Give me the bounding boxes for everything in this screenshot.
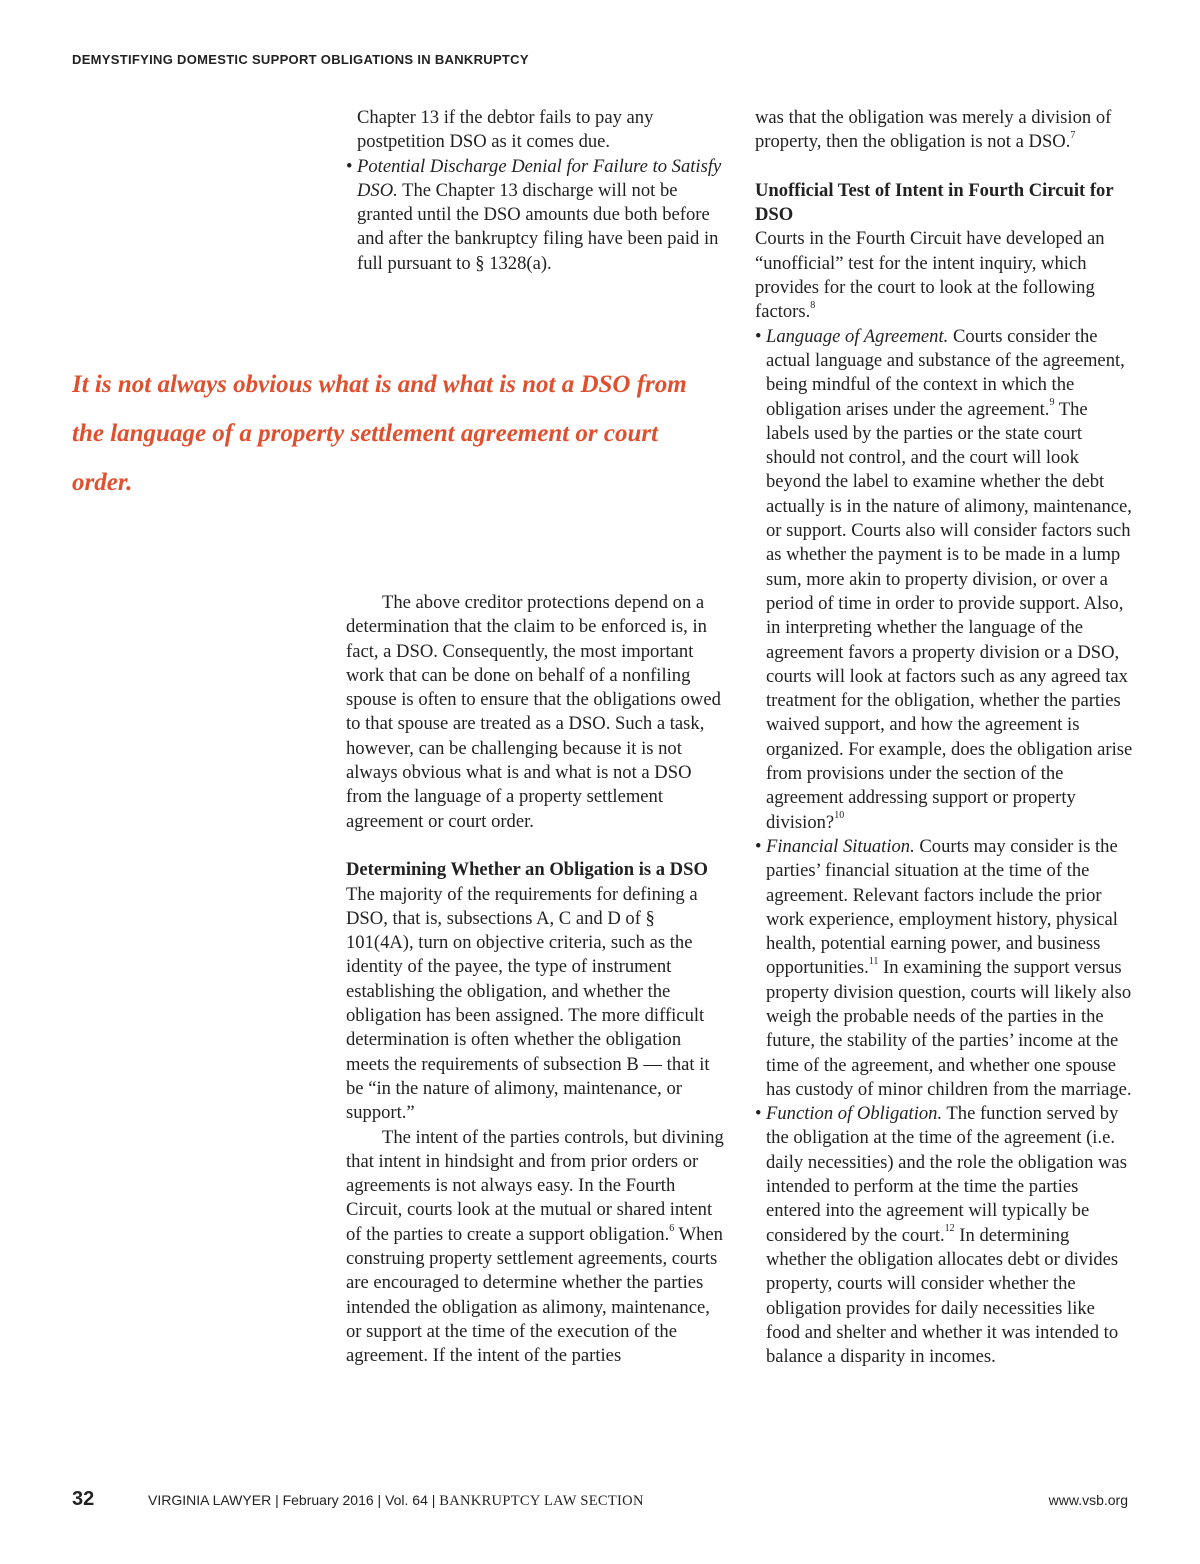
- page-footer: [72, 1488, 1128, 1518]
- bullet-item: • Language of Agreement. Courts consider the actual language and substance of the agreement, being mindful of the context in which the obligation arises under the agreement.$^9$ The labels used by the parties or the state court should not control, and the court will look beyond the label to examine whether the debt actually is in the nature of alimony, maintenance, or support. Courts also will consider factors such as whether the payment is to be made in a lump sum, more akin to property division, or over a period of time in order to provide support. Also, in interpreting whether the language of the agreement favors a property division or a DSO, courts will look at factors such as any agreed tax treatment for the obligation, whether the parties waived support, and how the agreement is organized. For example, does the obligation arise from provisions under the section of the agreement addressing support or property division?$^{10}$: [755, 325, 1133, 833]
- page-number: 32: [72, 1488, 95, 1510]
- footnote-ref: 9: [1049, 397, 1055, 409]
- bullet-icon: •: [755, 835, 762, 857]
- bullet-item: • Function of Obligation. The function served by the obligation at the time of the agreement (i.e. daily necessities) and the role the obligation was intended to perform at the time the parties entered into the agreement will typically be considered by the court.$^{12}$ In determining whether the obligation allocates debt or divides property, courts will consider whether the obligation provides for daily necessities like food and shelter and whether it was intended to balance a disparity in incomes.: [755, 1103, 1127, 1368]
- right-column: [755, 106, 1133, 1369]
- section-heading: Determining Whether an Obligation is a DSO: [346, 859, 708, 881]
- publication-info: VIRGINIA LAWYER | February 2016 | Vol. 64 | BANKRUPTCY LAW SECTION: [148, 1492, 644, 1509]
- footnote-ref: 10: [834, 810, 845, 822]
- pull-quote: It is not always obvious what is and what is not a DSO from the language of a property settlement agreement or court order.: [72, 371, 687, 496]
- bullet-item: • Financial Situation. Courts may consider is the parties’ financial situation at the time of the agreement. Relevant factors include the prior work experience, employment history, physical health, potential earning power, and business opportunities.$^{11}$ In examining the support versus property division question, courts will likely also weigh the probable needs of the parties in the future, the stability of the parties’ income at the time of the agreement, and whether one spouse has custody of minor children from the marriage.: [755, 835, 1132, 1100]
- continued-line: postpetition DSO as it comes due.: [357, 131, 611, 153]
- section-name: BANKRUPTCY LAW SECTION: [439, 1493, 644, 1509]
- footnote-ref: 8: [810, 300, 816, 312]
- footnote-ref: 7: [1070, 130, 1076, 142]
- bullet-item: [346, 155, 726, 276]
- continued-line: Chapter 13 if the debtor fails to pay any: [357, 107, 654, 128]
- footnote-ref: 12: [944, 1223, 955, 1235]
- bullet-term: Language of Agreement.: [766, 325, 949, 347]
- body-paragraph: Courts in the Fourth Circuit have developed an “unofficial” test for the intent inquiry, which provides for the court to look at the following factors.$^8$: [755, 228, 1105, 323]
- section-heading: Unofficial Test of Intent in Fourth Circuit for DSO: [755, 179, 1114, 226]
- footnote-ref: 11: [868, 956, 879, 968]
- middle-column-top: [346, 106, 726, 276]
- bullet-icon: •: [755, 1103, 762, 1125]
- bullet-text: The Chapter 13 discharge will not be granted until the DSO amounts due both before and after the bankruptcy filing have been paid in full pursuant to § 1328(a).: [357, 179, 719, 274]
- bullet-term: Potential Discharge Denial for Failure to Satisfy DSO.: [357, 155, 722, 201]
- footnote-ref: 6: [669, 1222, 675, 1234]
- body-paragraph: was that the obligation was merely a division of property, then the obligation is not a DSO.$^7$: [755, 107, 1112, 153]
- body-paragraph: The intent of the parties controls, but divining that intent in hindsight and from prior orders or agreements is not always easy. In the Fourth Circuit, courts look at the mutual or shared intent of the parties to create a support obligation.$^6$ When construing property settlement agreements, courts are encouraged to determine whether the parties intended the obligation as alimony, maintenance, or support at the time of the execution of the agreement. If the intent of the parties: [346, 1126, 724, 1367]
- running-header: DEMYSTIFYING DOMESTIC SUPPORT OBLIGATIONS IN BANKRUPTCY: [72, 52, 529, 67]
- middle-column: [346, 591, 726, 1369]
- bullet-term: Financial Situation.: [766, 835, 915, 857]
- body-paragraph: The above creditor protections depend on a determination that the claim to be enforced is, in fact, a DSO. Consequently, the most important work that can be done on behalf of a nonfiling spouse is often to ensure that the obligations owed to that spouse are treated as a DSO. Such a task, however, can be challenging because it is not always obvious what is and what is not a DSO from the language of a property settlement agreement or court order.: [346, 592, 721, 832]
- body-paragraph: The majority of the requirements for defining a DSO, that is, subsections A, C and D of § 101(4A), turn on objective criteria, such as the identity of the payee, the type of instrument establishing the obligation, and whether the obligation has been assigned. The more difficult determination is often whether the obligation meets the requirements of subsection B — that it be “in the nature of alimony, maintenance, or support.”: [346, 883, 710, 1124]
- bullet-term: Function of Obligation.: [766, 1103, 943, 1125]
- website-link[interactable]: www.vsb.org: [1048, 1492, 1128, 1508]
- bullet-icon: •: [755, 325, 762, 347]
- bullet-icon: •: [346, 155, 353, 177]
